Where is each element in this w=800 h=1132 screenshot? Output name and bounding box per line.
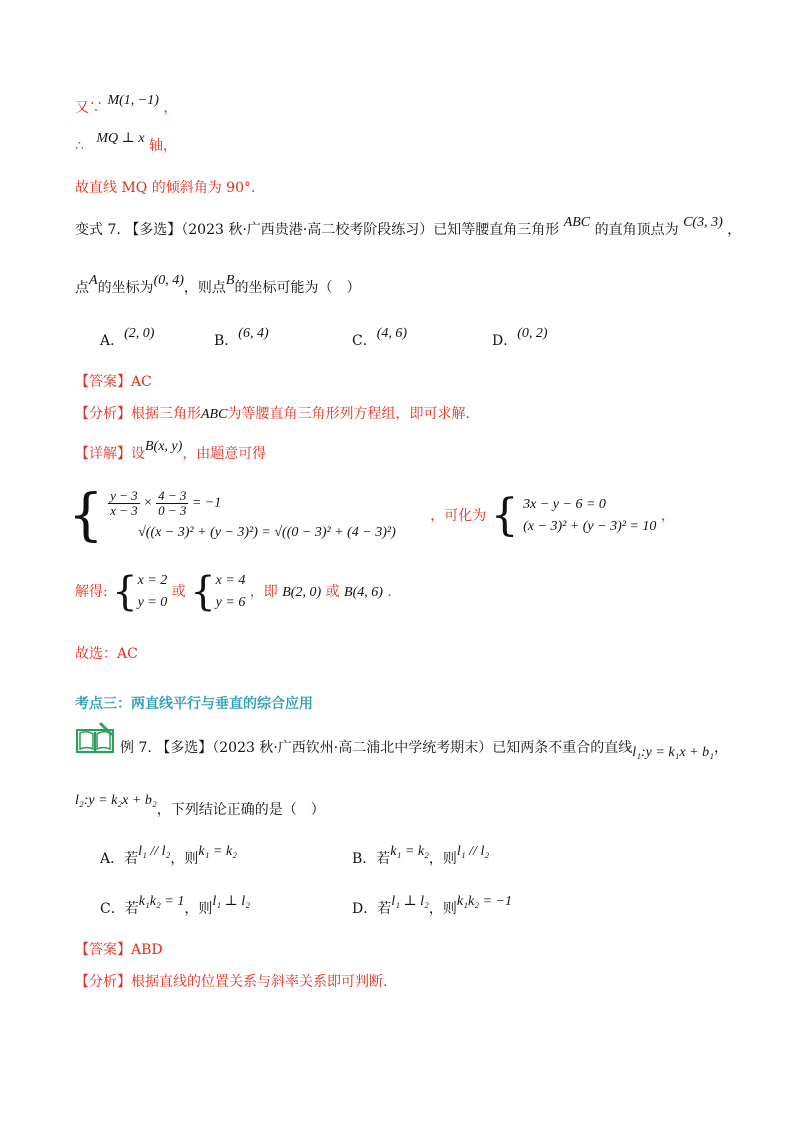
option-letter: D．若 [352,901,392,917]
variant-abc: ABC [563,215,591,230]
analysis-1 [75,404,470,425]
example-l2-suffix: ，下列结论正确的是（ ） [156,802,325,818]
simplified-system [523,494,656,538]
option-cond: k₁ = k₂ [390,844,429,859]
variant-option-d [492,326,548,350]
example-label: 例 7. 【多选】（2023 秋·广西钦州·高二浦北中学统考期末）已知两条不重合的直线 [120,740,633,756]
option-value: (2, 0) [124,326,155,341]
solution-b1: B(2, 0) [282,585,322,600]
option-letter: C．若 [100,901,139,917]
therefore-prefix: ∴ [75,138,84,154]
variant-question-line2 [75,273,361,299]
example-option-d [352,894,512,918]
equation-distance: √((x − 3)² + (y − 3)²) = √((0 − 3)² + (4 − 3)²) [138,524,396,540]
option-then: ，则 [170,851,199,867]
choose-1: 故选：AC [75,646,138,662]
solution-2-y: y = 6 [215,595,246,610]
given-prefix: 又∵ [75,100,103,116]
solution-2-x: x = 4 [215,573,246,588]
solution-brace-1: { [112,569,138,615]
answer-2: 【答案】ABD [75,942,163,958]
option-then: ，则 [428,851,457,867]
system-mid-text: ，可化为 [430,508,487,524]
variant-a-label: A [89,273,98,288]
equation-system-1 [68,483,675,548]
fraction-1 [108,489,140,518]
given-line [75,93,178,119]
section-heading: 考点三：两直线平行与垂直的综合应用 [75,696,313,712]
variant-c-point: C(3, 3) [683,215,723,230]
option-cond: l₁ ⊥ l₂ [391,894,429,909]
option-res: k₁k₂ = −1 [456,894,512,909]
option-res: l₁ ⊥ l₂ [212,894,251,909]
example-l1: l₁:y = k₁x + b₁ [632,745,714,760]
variant-text-b: 的坐标为 [97,280,154,296]
example-comma: ， [713,740,728,756]
therefore-line [75,131,177,157]
option-then: ，则 [184,901,213,917]
equation-slope [108,489,396,518]
conclusion-line: 故直线 MQ 的倾斜角为 90°. [75,180,256,196]
simplified-eq-a: 3x − y − 6 = 0 [523,497,606,512]
example-question-line2 [75,790,325,818]
solution-b2: B(4, 6) [344,585,383,600]
simplified-eq-b: (x − 3)² + (y − 3)² = 10 [523,519,657,534]
option-letter: D． [492,333,518,349]
solution-line [75,570,392,614]
given-suffix: ， [163,100,178,116]
example-l2: l₂:y = k₂x + b₂ [75,793,157,808]
variant-text-c: ，则点 [183,280,226,296]
detail-1-suffix: ，由题意可得 [182,446,267,462]
right-system-brace: { [490,490,519,541]
times-sign: × [143,495,153,511]
example-question [120,738,728,759]
variant-option-a [100,326,155,350]
example-option-c [100,894,251,918]
solution-set-2 [216,570,246,614]
eq1-rhs: = −1 [191,495,222,511]
detail-1-prefix: 【详解】设 [75,446,145,462]
solution-end: . [387,584,392,600]
solution-or-2: 或 [325,584,340,600]
option-value: (4, 6) [376,326,408,341]
solution-set-1 [138,570,168,614]
option-letter: A． [100,333,125,349]
solution-1-x: x = 2 [137,573,168,588]
detail-1-math: B(x, y) [145,439,183,454]
system-equations [108,489,396,544]
variant-option-c [352,326,408,350]
fraction-2 [156,489,188,518]
frac-2-num: 4 − 3 [158,487,187,503]
solution-mid: ，即 [249,584,278,600]
system-end: ， [660,508,675,524]
variant-b-label: B [225,273,235,288]
solution-brace-2: { [190,569,216,615]
example-option-a [100,844,238,868]
option-res: k₁ = k₂ [198,844,238,859]
analysis-1-abc: ABC [201,407,228,422]
detail-1 [75,439,267,465]
therefore-math: MQ ⊥ x [96,131,145,146]
solution-prefix: 解得: [75,584,108,600]
analysis-1-suffix: 为等腰直角三角形列方程组，即可求解. [227,406,470,422]
option-res: l₁ // l₂ [456,844,490,859]
solution-or-1: 或 [171,584,186,600]
left-brace: { [68,483,104,548]
variant-question [75,215,742,241]
frac-1-den: x − 3 [110,502,138,518]
option-cond: l₁ // l₂ [138,844,171,859]
book-icon [75,722,115,756]
analysis-1-prefix: 【分析】根据三角形 [75,406,201,422]
variant-mid: 的直角顶点为 [594,222,679,238]
option-letter: B．若 [352,851,391,867]
variant-text-d: 的坐标可能为（ ） [234,280,361,296]
option-value: (6, 4) [238,326,269,341]
option-letter: C． [352,333,377,349]
option-value: (0, 2) [517,326,548,341]
variant-a-point: (0, 4) [153,273,184,288]
solution-1-y: y = 0 [137,595,168,610]
variant-option-b [214,326,269,350]
variant-label: 变式 7. 【多选】（2023 秋·广西贵港·高二校考阶段练习）已知等腰直角三角形 [75,222,560,238]
given-point: M(1, −1) [107,93,159,108]
option-then: ，则 [428,901,457,917]
frac-1-num: y − 3 [110,487,138,503]
variant-text-a: 点 [75,280,89,296]
frac-2-den: 0 − 3 [158,502,187,518]
answer-1: 【答案】AC [75,374,152,390]
option-cond: k₁k₂ = 1 [138,894,185,909]
option-letter: B． [214,333,239,349]
option-letter: A．若 [100,851,139,867]
variant-end: ， [727,222,742,238]
example-option-b [352,844,490,868]
therefore-suffix: 轴， [148,138,177,154]
analysis-2: 【分析】根据直线的位置关系与斜率关系即可判断. [75,974,388,990]
